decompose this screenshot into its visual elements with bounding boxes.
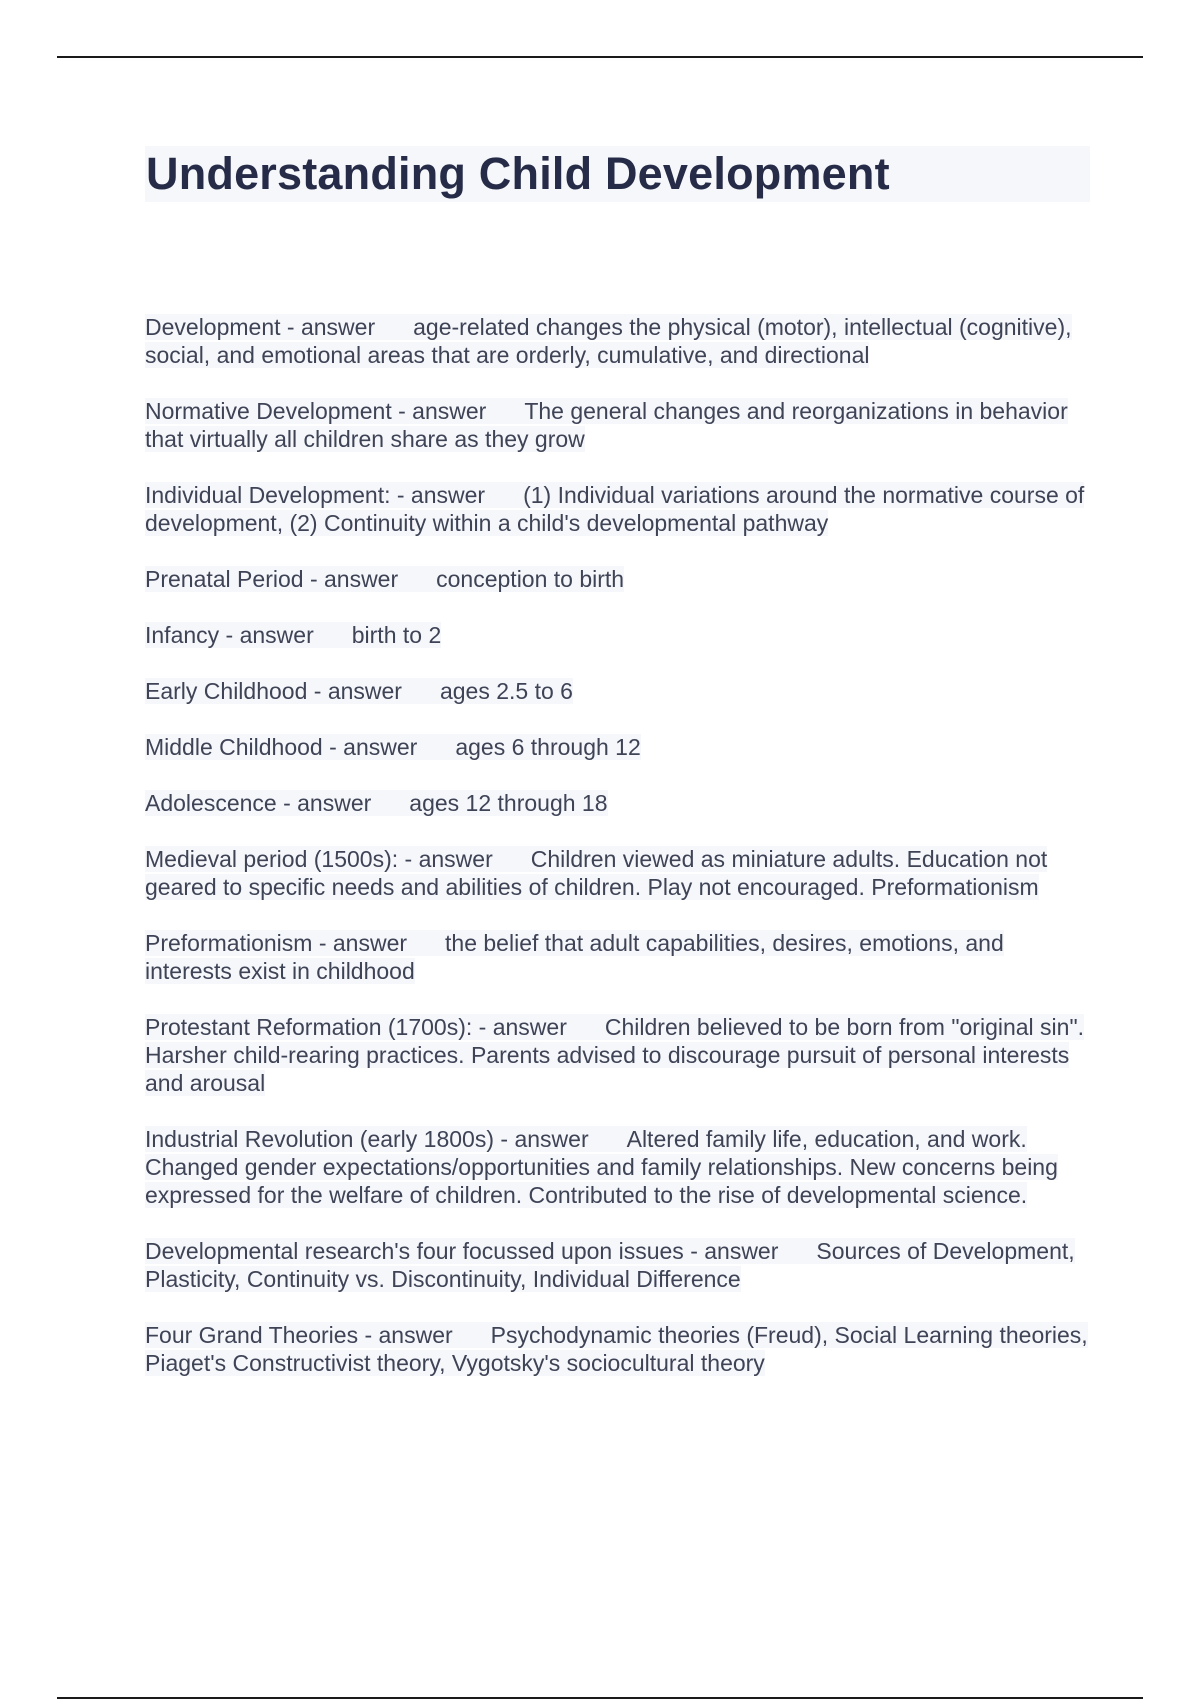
entry-term: Middle Childhood (145, 734, 323, 760)
entry-answer: Altered family life, education, and work. Changed gender expectations/opportunities and family relationships. New concerns being expressed for the welfare of children. Contributed to the rise of developmental science. (145, 1126, 1058, 1208)
list-item (145, 1125, 1090, 1209)
list-item (145, 1321, 1090, 1377)
list-item (145, 1013, 1090, 1097)
entry-separator: - answer (286, 314, 376, 340)
entry-term: Adolescence (145, 790, 277, 816)
list-item (145, 1237, 1090, 1293)
entry-answer: conception to birth (436, 566, 625, 592)
entry-term: Protestant Reformation (1700s): (145, 1014, 473, 1040)
bottom-divider (57, 1697, 1143, 1699)
entry-answer: The general changes and reorganizations in behavior that virtually all children share as they grow (145, 398, 1068, 452)
entry-separator: - answer (313, 678, 402, 704)
entry-term: Infancy (145, 622, 220, 648)
entry-term: Individual Development: (145, 482, 391, 508)
entry-separator: - answer (500, 1126, 589, 1152)
list-item (145, 313, 1090, 369)
entry-separator: - answer (690, 1238, 779, 1264)
entry-term: Developmental research's four focussed upon issues (145, 1238, 684, 1264)
entry-term: Early Childhood (145, 678, 308, 704)
page-title: Understanding Child Development (146, 148, 890, 199)
entry-answer: ages 2.5 to 6 (439, 678, 573, 704)
entry-term: Medieval period (1500s): (145, 846, 399, 872)
entry-answer: Psychodynamic theories (Freud), Social Learning theories, Piaget's Constructivist theory, Vygotsky's sociocultural theory (145, 1322, 1088, 1376)
entry-answer: age-related changes the physical (motor), intellectual (cognitive), social, and emotional areas that are orderly, cumulative, and directional (145, 314, 1072, 368)
entry-answer: Children viewed as miniature adults. Education not geared to specific needs and abilities of children. Play not encouraged. Preformationism (145, 846, 1048, 900)
entry-answer: Sources of Development, Plasticity, Continuity vs. Discontinuity, Individual Difference (145, 1238, 1075, 1292)
flashcard-list (145, 313, 1090, 1405)
entry-separator: - answer (329, 734, 418, 760)
entry-answer: ages 12 through 18 (409, 790, 608, 816)
entry-separator: - answer (318, 930, 408, 956)
entry-answer: the belief that adult capabilities, desires, emotions, and interests exist in childhood (145, 930, 1004, 984)
entry-answer: birth to 2 (351, 622, 442, 648)
entry-term: Prenatal Period (145, 566, 304, 592)
list-item (145, 481, 1090, 537)
entry-term: Normative Development (145, 398, 392, 424)
list-item (145, 733, 1090, 761)
entry-term: Preformationism (145, 930, 313, 956)
list-item (145, 677, 1090, 705)
list-item (145, 397, 1090, 453)
entry-term: Development (145, 314, 281, 340)
list-item (145, 789, 1090, 817)
list-item (145, 845, 1090, 901)
list-item (145, 929, 1090, 985)
entry-answer: ages 6 through 12 (455, 734, 641, 760)
entry-term: Four Grand Theories (145, 1322, 359, 1348)
entry-answer: Children believed to be born from "original sin". Harsher child-rearing practices. Parents advised to discourage pursuit of personal interests and arousal (145, 1014, 1085, 1096)
entry-separator: - answer (478, 1014, 567, 1040)
entry-separator: - answer (309, 566, 399, 592)
entry-separator: - answer (398, 398, 487, 424)
entry-separator: - answer (283, 790, 372, 816)
entry-term: Industrial Revolution (early 1800s) (145, 1126, 495, 1152)
list-item (145, 565, 1090, 593)
entry-separator: - answer (396, 482, 486, 508)
entry-separator: - answer (225, 622, 314, 648)
list-item (145, 621, 1090, 649)
entry-separator: - answer (364, 1322, 453, 1348)
top-divider (57, 56, 1143, 58)
entry-answer: (1) Individual variations around the normative course of development, (2) Continuity within a child's developmental pathway (145, 482, 1085, 536)
entry-separator: - answer (404, 846, 493, 872)
